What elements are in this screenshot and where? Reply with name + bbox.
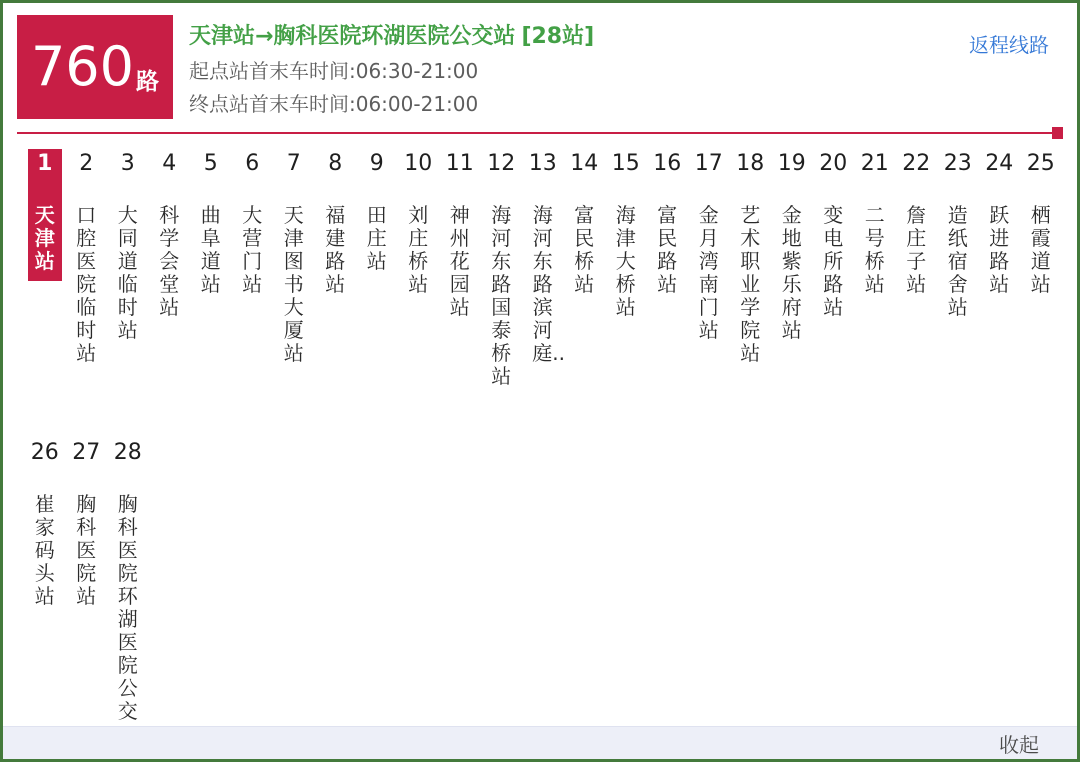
stop-link[interactable] (111, 438, 145, 731)
stop-name: 栖霞道站 (1030, 203, 1051, 296)
stop-name: 海津大桥站 (615, 203, 636, 319)
stop-name: 艺术职业学院站 (740, 203, 761, 365)
stop-name: 科学会堂站 (159, 203, 180, 319)
stop-item (107, 149, 149, 350)
stop-number: 1 (37, 151, 53, 176)
stop-link[interactable] (941, 149, 975, 327)
stop-number: 28 (113, 440, 142, 465)
stop-number: 19 (777, 151, 806, 176)
stop-name: 富民桥站 (574, 203, 595, 296)
stop-link[interactable] (277, 149, 311, 373)
stop-link[interactable] (1024, 149, 1058, 304)
stop-item (439, 149, 481, 327)
stop-item (771, 149, 813, 350)
stop-link[interactable] (111, 149, 145, 350)
route-title (189, 24, 594, 50)
return-route-link[interactable]: 返程线路 (969, 33, 1049, 57)
stop-link[interactable] (194, 149, 228, 304)
stop-link[interactable] (69, 149, 103, 373)
stop-number: 20 (819, 151, 848, 176)
stop-name: 变电所路站 (823, 203, 844, 319)
stop-link[interactable] (526, 149, 565, 373)
stop-name: 金月湾南门站 (698, 203, 719, 342)
stop-number: 17 (694, 151, 723, 176)
stop-item (273, 149, 315, 373)
stop-name: 刘庄桥站 (408, 203, 429, 296)
stop-item (66, 149, 108, 373)
stop-name: 崔家码头站 (34, 492, 55, 608)
stop-item (854, 149, 896, 304)
stop-name: 天津图书大厦站 (283, 203, 304, 365)
stop-item (190, 149, 232, 304)
stop-number: 12 (487, 151, 516, 176)
end-station-times: 终点站首末车时间:06:00-21:00 (189, 92, 479, 116)
stop-link[interactable] (858, 149, 892, 304)
stop-name: 神州花园站 (449, 203, 470, 319)
stop-item (688, 149, 730, 350)
stop-name: 造纸宿舍站 (947, 203, 968, 319)
stop-count-badge: [28站] (521, 24, 595, 49)
stop-number: 13 (528, 151, 557, 176)
route-number-badge (17, 15, 173, 119)
stop-number: 3 (120, 151, 135, 176)
stop-link[interactable] (816, 149, 850, 327)
stop-link[interactable] (318, 149, 352, 304)
stop-number: 24 (985, 151, 1014, 176)
stop-name: 胸科医院站 (76, 492, 97, 608)
stop-name: 金地紫乐府站 (781, 203, 802, 342)
stop-item (24, 438, 66, 616)
stop-item (232, 149, 274, 304)
stop-name: 大同道临时站 (117, 203, 138, 342)
stop-item (149, 149, 191, 327)
stop-item (24, 149, 66, 281)
route-header-info (189, 24, 594, 116)
stop-link[interactable] (28, 438, 62, 616)
stop-name: 福建路站 (325, 203, 346, 296)
route-direction-text: 天津站→胸科医院环湖医院公交站 (189, 24, 516, 49)
stop-link[interactable] (775, 149, 809, 350)
stop-number: 2 (79, 151, 94, 176)
stop-item (647, 149, 689, 304)
stop-link[interactable] (484, 149, 518, 396)
stop-number: 22 (902, 151, 931, 176)
stop-name: 海河东路国泰桥站 (491, 203, 512, 388)
footer-bar (3, 726, 1077, 759)
stop-item (937, 149, 979, 327)
route-number: 760 (30, 35, 135, 98)
stop-number: 7 (286, 151, 301, 176)
stop-item (66, 438, 108, 616)
stop-number: 25 (1026, 151, 1055, 176)
stop-number: 14 (570, 151, 599, 176)
stop-link[interactable] (609, 149, 643, 327)
start-station-times: 起点站首末车时间:06:30-21:00 (189, 59, 479, 83)
stop-item (315, 149, 357, 304)
stop-item (730, 149, 772, 373)
stop-name: 二号桥站 (864, 203, 885, 296)
stop-link[interactable] (692, 149, 726, 350)
stop-number: 10 (404, 151, 433, 176)
stop-number: 26 (30, 440, 59, 465)
stop-link[interactable] (733, 149, 767, 373)
stop-link[interactable] (69, 438, 103, 616)
stop-number: 9 (369, 151, 384, 176)
stop-link[interactable] (28, 149, 62, 281)
stop-item (1020, 149, 1062, 304)
stop-number: 18 (736, 151, 765, 176)
stop-link[interactable] (360, 149, 394, 281)
stop-number: 23 (943, 151, 972, 176)
stop-item (979, 149, 1021, 304)
stop-link[interactable] (650, 149, 684, 304)
stop-item (481, 149, 523, 396)
stop-name: 跃进路站 (989, 203, 1010, 296)
stop-name: 天津站 (34, 203, 55, 273)
stop-name: 大营门站 (242, 203, 263, 296)
route-number-suffix: 路 (136, 68, 160, 95)
collapse-toggle[interactable]: 收起 (999, 732, 1039, 757)
stop-number: 5 (203, 151, 218, 176)
stop-item (522, 149, 564, 373)
stops-row-1 (3, 149, 1077, 396)
stop-number: 16 (653, 151, 682, 176)
stop-number: 11 (445, 151, 474, 176)
stop-name: 口腔医院临时站 (76, 203, 97, 365)
stop-item (605, 149, 647, 327)
stop-item (107, 438, 149, 731)
stop-number: 21 (860, 151, 889, 176)
stop-item (356, 149, 398, 281)
stop-name: 富民路站 (657, 203, 678, 296)
stop-number: 6 (245, 151, 260, 176)
stop-item (564, 149, 606, 304)
stop-item (896, 149, 938, 304)
stop-name: 田庄站 (366, 203, 387, 273)
stop-link[interactable] (567, 149, 601, 304)
stop-item (398, 149, 440, 304)
stop-link[interactable] (899, 149, 933, 304)
header-divider-line (17, 132, 1063, 134)
stop-link[interactable] (235, 149, 269, 304)
stop-name: 胸科医院环湖医院公交 (117, 492, 138, 723)
stop-name: 詹庄子站 (906, 203, 927, 296)
stop-item (813, 149, 855, 327)
stop-link[interactable] (982, 149, 1016, 304)
stop-link[interactable] (443, 149, 477, 327)
stop-name: 曲阜道站 (200, 203, 221, 296)
stops-row-2 (3, 438, 1077, 731)
stop-number: 4 (162, 151, 177, 176)
stop-name: 海河东路滨河庭.. (532, 203, 565, 365)
stop-number: 15 (611, 151, 640, 176)
stop-link[interactable] (401, 149, 435, 304)
stop-link[interactable] (152, 149, 186, 327)
stop-number: 27 (72, 440, 101, 465)
stop-number: 8 (328, 151, 343, 176)
